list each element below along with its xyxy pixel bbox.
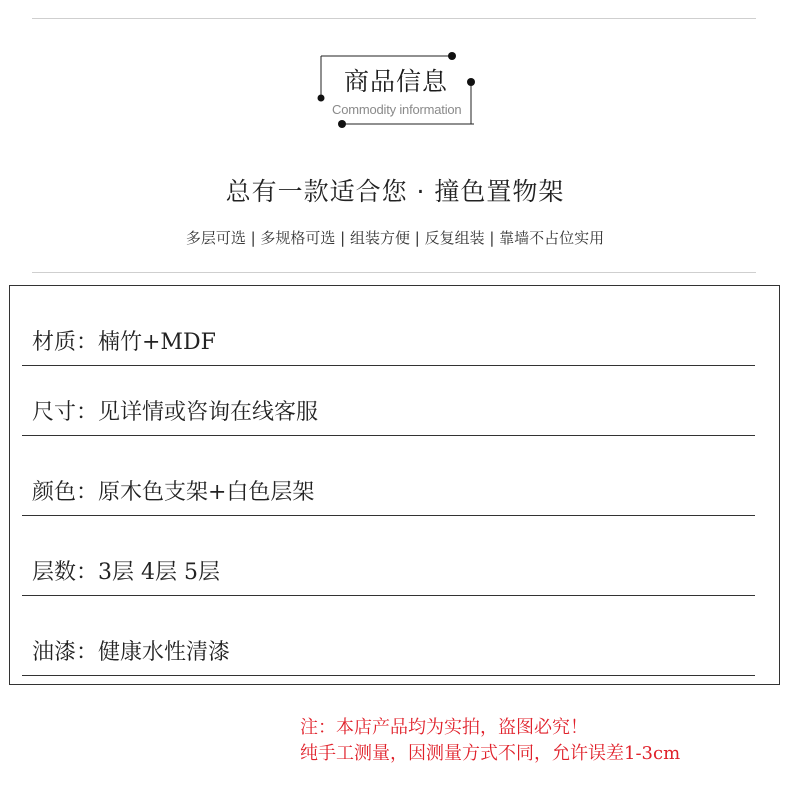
notice-copyright: 注：本店产品均为实拍，盗图必究！ [300, 717, 588, 738]
spec-row-color [22, 436, 755, 516]
spec-material-text: 材质：楠竹+MDF [32, 330, 216, 355]
section-title: 商品信息 [344, 67, 449, 96]
spec-row-size [22, 356, 755, 436]
product-slogan: 总有一款适合您 · 撞色置物架 [225, 177, 565, 206]
spec-layers-text: 层数：3层 4层 5层 [32, 560, 220, 585]
notice-measurement: 纯手工测量，因测量方式不同，允许误差1-3cm [300, 743, 681, 764]
spec-size-text: 尺寸：见详情或咨询在线客服 [32, 400, 319, 425]
top-divider [32, 18, 756, 19]
spec-paint-text: 油漆：健康水性清漆 [32, 640, 231, 665]
feature-list: 多层可选 | 多规格可选 | 组装方便 | 反复组装 | 靠墙不占位实用 [185, 229, 605, 247]
spec-row-layers [22, 516, 755, 596]
spec-color-text: 颜色：原木色支架+白色层架 [32, 480, 315, 505]
spec-row-paint [22, 596, 755, 676]
spec-table [9, 285, 780, 685]
spec-row-material [22, 286, 755, 366]
section-header-badge [318, 52, 476, 130]
middle-divider [32, 272, 756, 273]
section-subtitle: Commodity information [332, 102, 462, 117]
